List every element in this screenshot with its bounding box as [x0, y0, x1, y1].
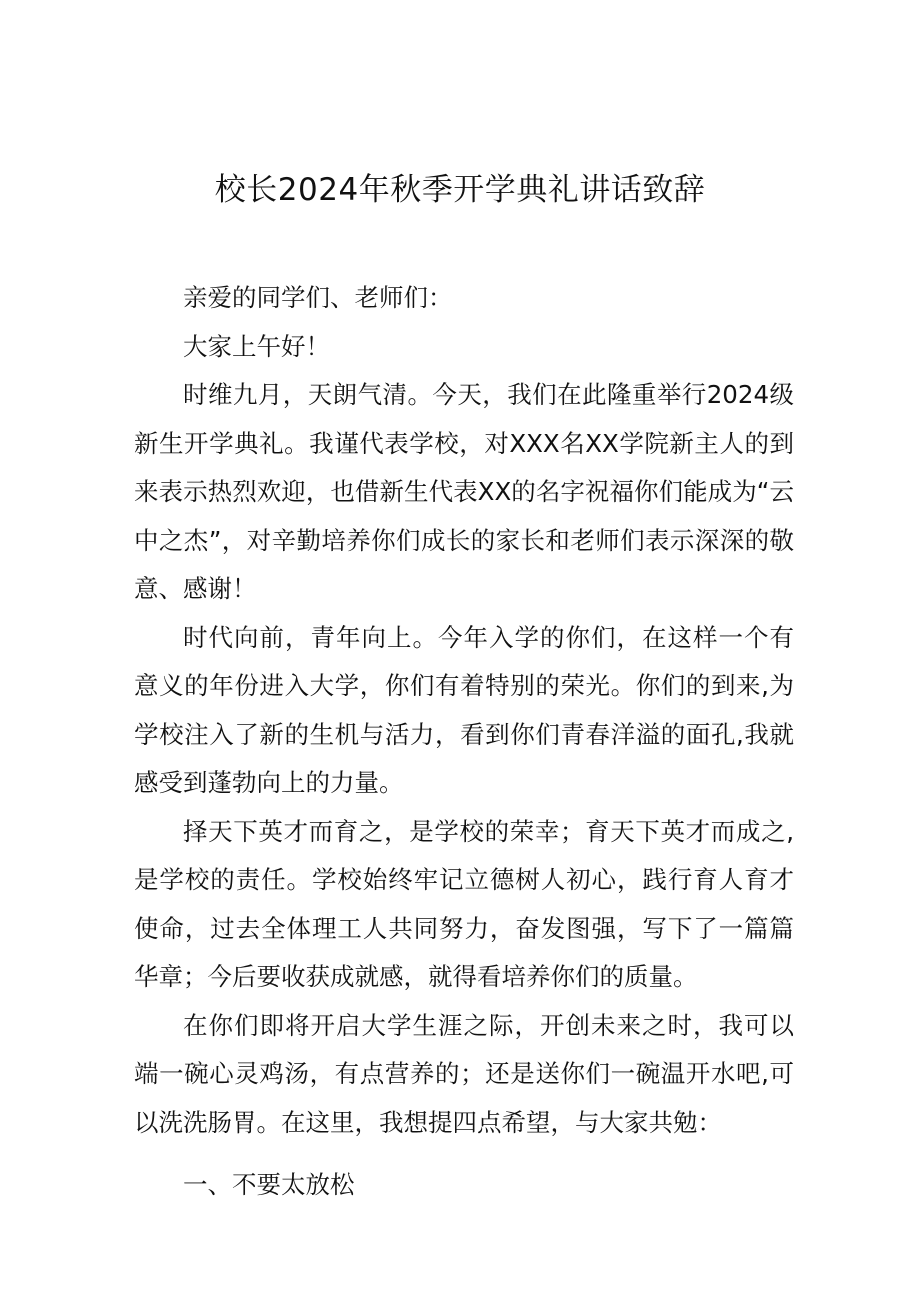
greeting: 亲爱的同学们、老师们：: [183, 283, 453, 312]
paragraph: 时维九月，天朗气清。今天，我们在此隆重举行2024级新生开学典礼。我谨代表学校，对XXX名XX学院新主人的到来表示热烈欢迎，也借新生代表XX的名字祝福你们能成为“云中之杰”，对辛勤培养你们成长的家长和老师们表示深深的敬意、感谢！: [134, 380, 794, 603]
paragraph: 在你们即将开启大学生涯之际，开创未来之时，我可以端一碗心灵鸡汤，有点营养的；还是送你们一碗温开水吧,可以洗洗肠胃。在这里，我想提四点希望，与大家共勉：: [134, 1010, 794, 1137]
paragraph: 择天下英才而育之，是学校的荣幸；育天下英才而成之,是学校的责任。学校始终牢记立德树人初心，践行育人育才使命，过去全体理工人共同努力，奋发图强，写下了一篇篇华章；今后要收获成就感，就得看培养你们的质量。: [134, 816, 794, 991]
document-body: [134, 274, 794, 1210]
paragraph: 时代向前，青年向上。今年入学的你们，在这样一个有意义的年份进入大学，你们有着特别的荣光。你们的到来,为学校注入了新的生机与活力，看到你们青春洋溢的面孔,我就感受到蓬勃向上的力量。: [134, 622, 794, 797]
document-title: 校长2024年秋季开学典礼讲话致辞: [214, 172, 706, 208]
salutation: 大家上午好！: [183, 331, 330, 361]
section-heading: 一、不要太放松: [183, 1170, 355, 1199]
